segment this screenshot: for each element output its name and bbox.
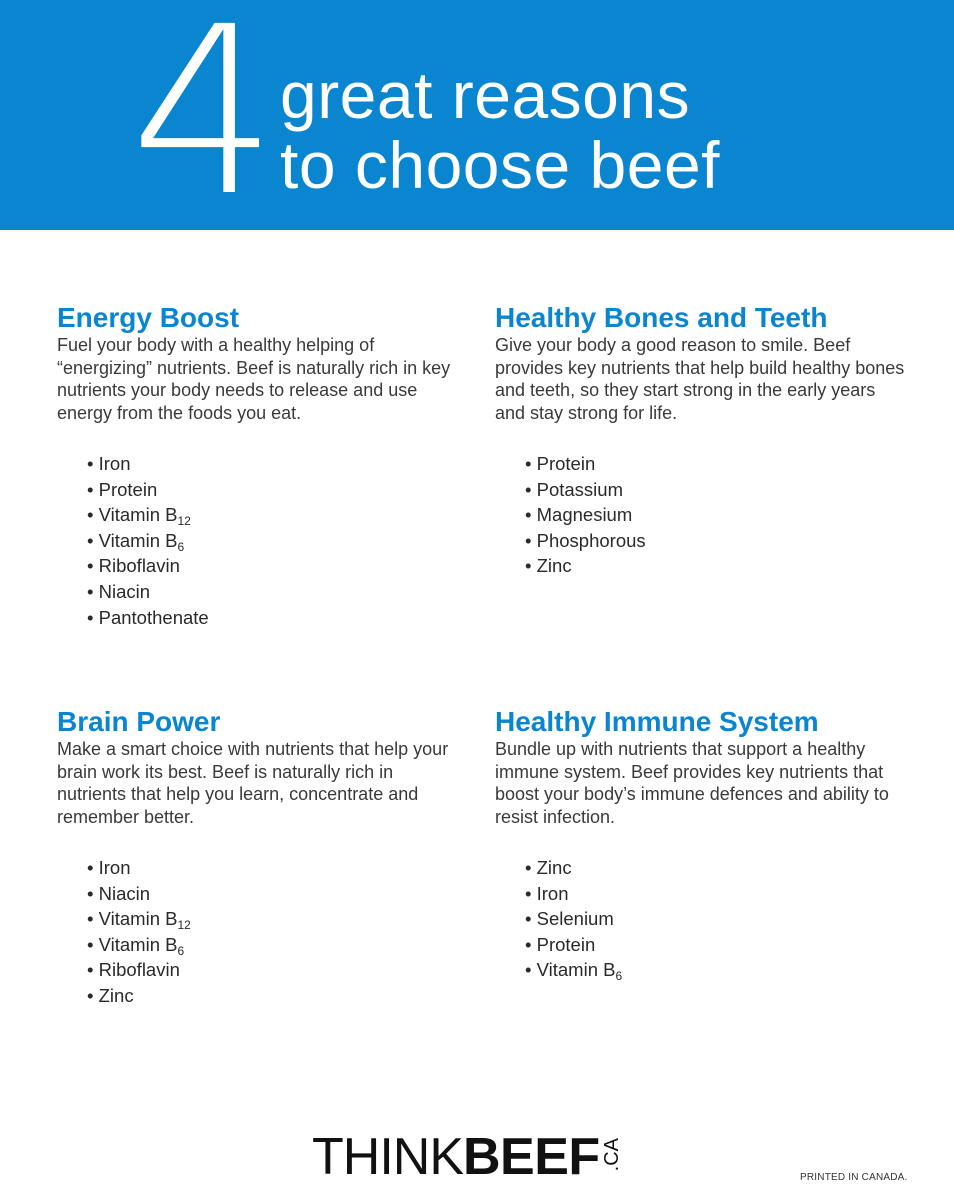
section-body: Fuel your body with a healthy helping of “energizing” nutrients. Beef is naturally rich in key nutrients your body needs to release and use energy from the foods you eat. — [57, 335, 451, 423]
section-energy-boost — [57, 302, 467, 630]
nutrient-item — [87, 502, 467, 528]
nutrient-item — [87, 605, 467, 631]
nutrient-item — [525, 881, 905, 907]
header-banner — [0, 0, 954, 247]
nutrient-name: Vitamin B — [98, 504, 178, 526]
nutrient-name: Potassium — [536, 478, 623, 500]
section-title: Brain Power — [57, 706, 221, 737]
nutrient-item — [525, 528, 905, 554]
nutrient-item — [87, 451, 467, 477]
nutrient-name: Protein — [536, 933, 596, 955]
nutrient-name: Zinc — [98, 984, 134, 1006]
nutrient-item — [525, 906, 905, 932]
nutrient-name: Pantothenate — [98, 606, 209, 628]
nutrient-item — [87, 855, 467, 881]
header-number: 4 — [130, 0, 278, 247]
nutrient-item — [87, 579, 467, 605]
nutrient-item — [525, 502, 905, 528]
nutrient-subscript: 12 — [177, 514, 191, 529]
nutrient-name: Vitamin B — [98, 933, 178, 955]
nutrient-name: Vitamin B — [98, 908, 178, 930]
nutrient-item — [525, 855, 905, 881]
nutrient-item — [525, 451, 905, 477]
nutrient-name: Niacin — [98, 580, 151, 602]
nutrient-name: Magnesium — [536, 504, 633, 526]
section-healthy-immune-system — [495, 706, 905, 983]
printed-in-canada: PRINTED IN CANADA. — [800, 1172, 908, 1183]
nutrient-name: Selenium — [536, 908, 614, 930]
thinkbeef-logo — [312, 1128, 623, 1186]
header-title-line-2: to choose beef — [280, 128, 720, 202]
nutrient-subscript: 12 — [177, 918, 191, 933]
section-healthy-bones-teeth — [495, 302, 905, 579]
nutrient-item — [525, 477, 905, 503]
nutrient-name: Riboflavin — [98, 555, 180, 577]
nutrient-name: Niacin — [98, 882, 151, 904]
nutrient-item — [525, 553, 905, 579]
section-body: Bundle up with nutrients that support a healthy immune system. Beef provides key nutrients that boost your body’s immune defences and ability to resist infection. — [495, 739, 889, 827]
nutrient-name: Riboflavin — [98, 959, 180, 981]
nutrient-list — [495, 451, 905, 579]
nutrient-item — [87, 906, 467, 932]
nutrient-item — [525, 932, 905, 958]
section-title: Energy Boost — [57, 302, 240, 333]
nutrient-item — [87, 983, 467, 1009]
nutrient-name: Vitamin B — [536, 959, 616, 981]
nutrient-name: Phosphorous — [536, 529, 646, 551]
nutrient-name: Iron — [98, 453, 131, 474]
section-title: Healthy Immune System — [495, 706, 819, 737]
nutrient-item — [87, 957, 467, 983]
section-body: Give your body a good reason to smile. Beef provides key nutrients that help build healthy bones and teeth, so they start strong in the early years and stay strong for life. — [495, 335, 905, 423]
nutrient-list — [57, 451, 467, 630]
section-body: Make a smart choice with nutrients that help your brain work its best. Beef is naturally rich in nutrients that help you learn, concentrate and remember better. — [57, 739, 449, 827]
nutrient-subscript: 6 — [615, 969, 623, 984]
nutrient-item — [525, 957, 905, 983]
nutrient-name: Iron — [536, 882, 569, 904]
logo-think: THINK — [312, 1128, 463, 1186]
nutrient-list — [57, 855, 467, 1009]
logo-beef: BEEF — [463, 1128, 600, 1186]
section-title: Healthy Bones and Teeth — [495, 302, 828, 333]
nutrient-list — [495, 855, 905, 983]
nutrient-item — [87, 881, 467, 907]
nutrient-name: Vitamin B — [98, 529, 178, 551]
nutrient-item — [87, 553, 467, 579]
nutrient-item — [87, 528, 467, 554]
nutrient-subscript: 6 — [177, 943, 185, 958]
header-title-line-1: great reasons — [280, 58, 691, 132]
nutrient-name: Zinc — [536, 857, 572, 878]
nutrient-subscript: 6 — [177, 539, 185, 554]
nutrient-name: Protein — [536, 453, 596, 474]
nutrient-name: Protein — [98, 478, 158, 500]
logo-ca: .CA — [600, 1138, 623, 1172]
section-brain-power — [57, 706, 467, 1009]
nutrient-name: Zinc — [536, 555, 572, 577]
nutrient-item — [87, 477, 467, 503]
nutrient-name: Iron — [98, 857, 131, 878]
nutrient-item — [87, 932, 467, 958]
